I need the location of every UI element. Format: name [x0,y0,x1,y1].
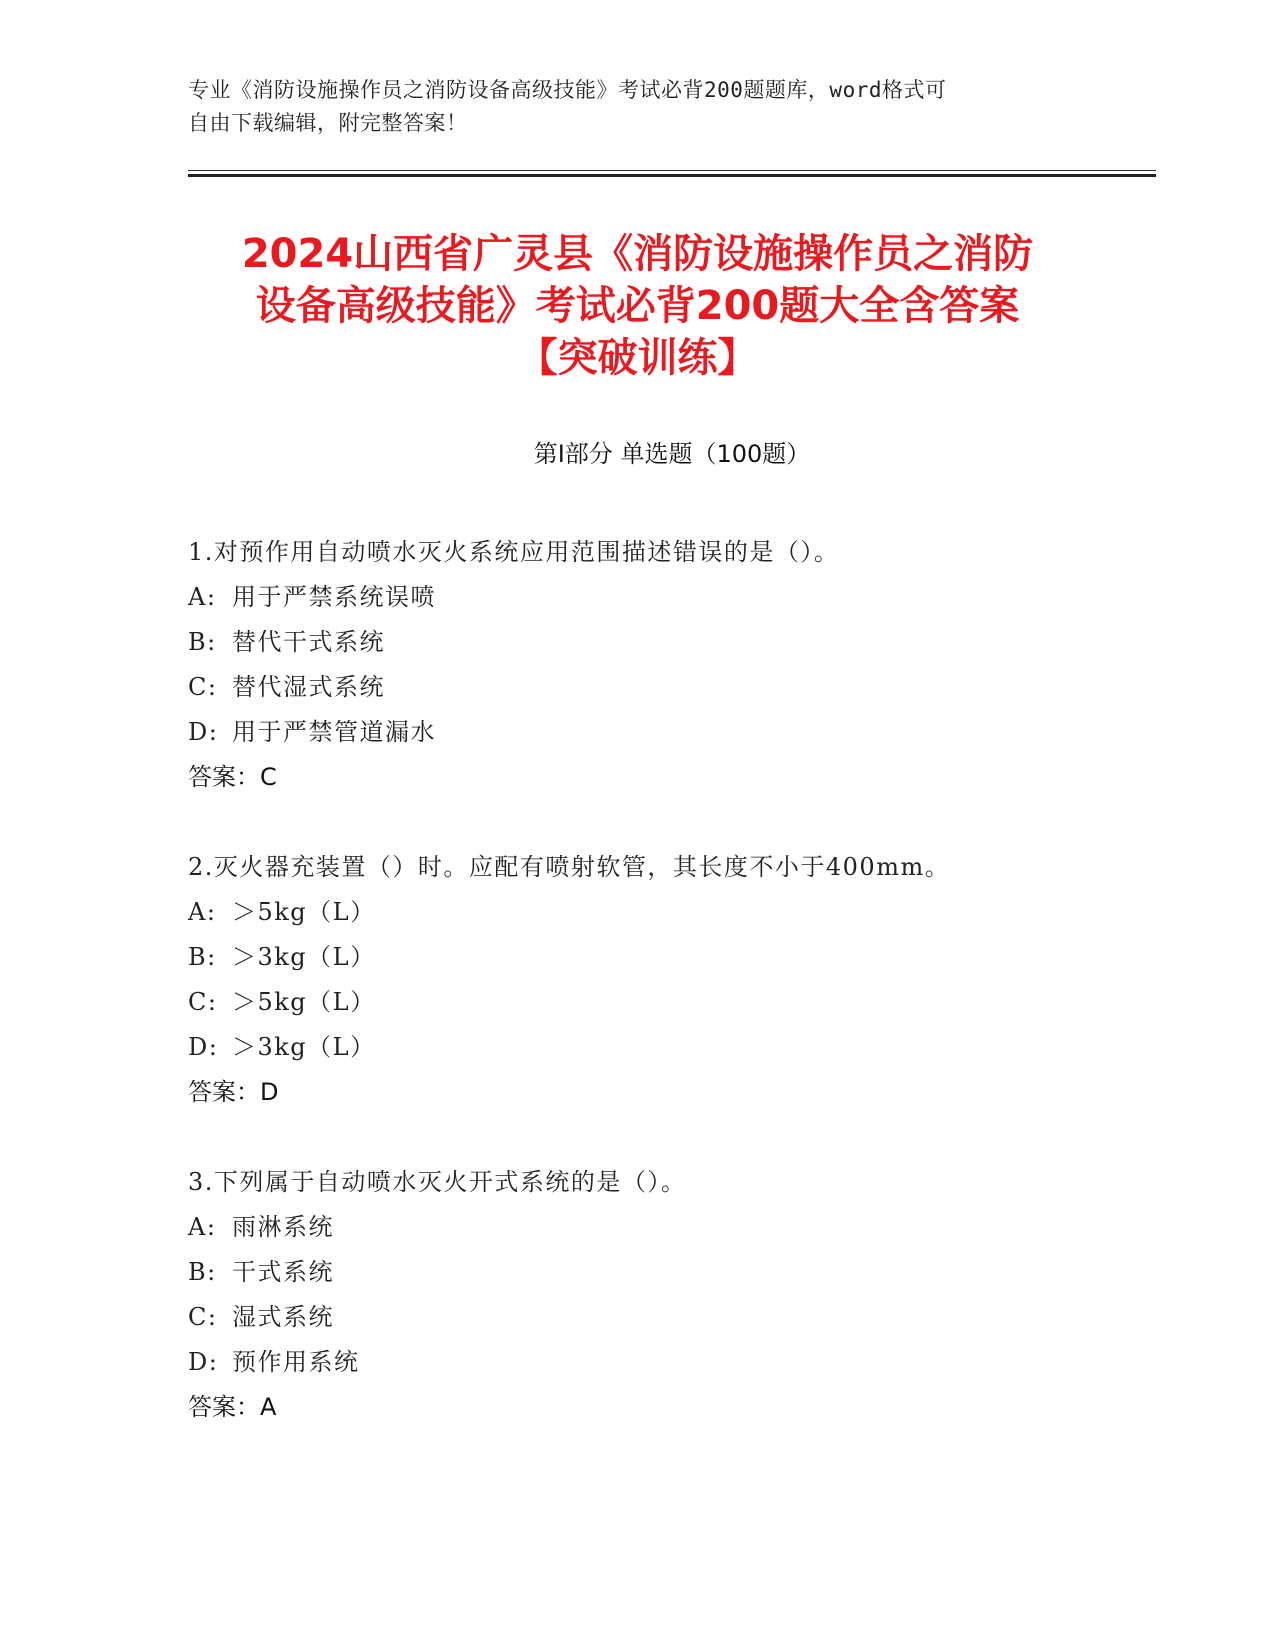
option-letter: D: [188,718,219,746]
question-2 [188,845,1156,1115]
option-letter: D: [188,1348,219,1376]
title-line-2: 设备高级技能》考试必背200题大全含答案 [255,283,1020,329]
option-a [188,1205,1156,1250]
document-title [170,228,1105,384]
intro-line-1: 专业《消防设施操作员之消防设备高级技能》考试必背200题题库，word格式可 [188,78,947,102]
option-letter: A: [188,583,217,611]
header-divider-top [188,170,1156,171]
question-stem: 2.灭火器充装置（）时。应配有喷射软管，其长度不小于400mm。 [188,853,951,881]
title-line-1: 2024山西省广灵县《消防设施操作员之消防 [241,231,1034,277]
section-heading: 第Ⅰ部分 单选题（100题） [533,440,811,468]
option-a [188,890,1156,935]
option-text: 湿式系统 [232,1303,334,1331]
title-line-3: 【突破训练】 [517,335,758,381]
option-text: ＞5kg（L） [232,988,376,1016]
question-stem: 3.下列属于自动喷水灭火开式系统的是（）。 [188,1168,687,1196]
option-letter: C: [188,1303,218,1331]
option-text: 干式系统 [232,1258,334,1286]
option-text: ＞3kg（L） [232,1033,376,1061]
question-3 [188,1160,1156,1430]
option-d [188,710,1156,755]
question-list [188,530,1156,1475]
option-b [188,935,1156,980]
option-letter: C: [188,673,218,701]
option-text: 替代干式系统 [232,628,385,656]
answer-line: 答案：D [188,1078,279,1106]
option-text: 替代湿式系统 [232,673,385,701]
option-letter: D: [188,1033,219,1061]
option-text: 预作用系统 [232,1348,360,1376]
option-text: 用于严禁系统误喷 [232,583,436,611]
question-1 [188,530,1156,800]
option-text: 雨淋系统 [232,1213,334,1241]
option-letter: A: [188,1213,217,1241]
option-text: ＞3kg（L） [232,943,376,971]
option-letter: B: [188,943,217,971]
option-text: 用于严禁管道漏水 [232,718,436,746]
answer-line: 答案：C [188,763,277,791]
option-letter: A: [188,898,217,926]
intro-text [188,74,1068,140]
option-letter: B: [188,628,217,656]
option-d [188,1340,1156,1385]
option-letter: B: [188,1258,217,1286]
option-c [188,980,1156,1025]
option-b [188,1250,1156,1295]
option-a [188,575,1156,620]
intro-line-2: 自由下载编辑，附完整答案！ [188,111,468,135]
question-stem: 1.对预作用自动喷水灭火系统应用范围描述错误的是（）。 [188,538,840,566]
header-divider-bottom [188,174,1156,177]
option-b [188,620,1156,665]
option-letter: C: [188,988,218,1016]
option-d [188,1025,1156,1070]
option-text: ＞5kg（L） [232,898,376,926]
option-c [188,665,1156,710]
option-c [188,1295,1156,1340]
answer-line: 答案：A [188,1393,277,1421]
